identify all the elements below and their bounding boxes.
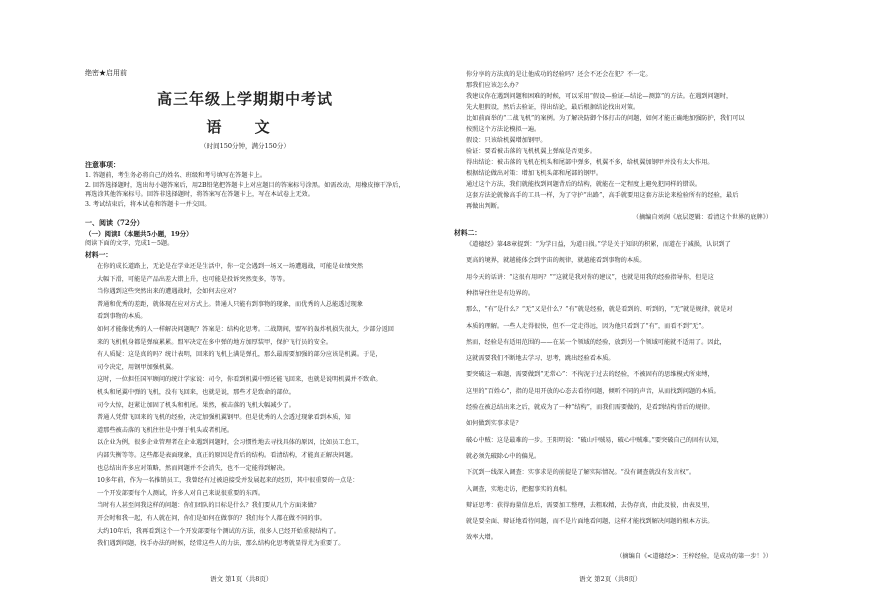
body-line: 机头和尾翼中弹的飞机，没有飞回来，也就是说，那些才是致命的部位。	[97, 389, 295, 396]
body-line: 这就需要我们不断地去学习、思考，跳出经验看本质。	[466, 355, 615, 363]
body-line: 也总结出许多应对策略，然而问题并不会消失，也不一定能得到解决。	[97, 464, 289, 472]
body-line: 在你的成长道路上，无论是在学业还是生活中，你一定会遇到一场又一场遭遇战，可能是业绩突然	[97, 263, 364, 270]
body-line: 下沉到一线深入调查：实事求是的前提是了解实际情况。“没有调查就没有发言权”。	[466, 469, 696, 477]
body-line: 通过这个方法，我们就能找到问题背后的结构，就能在一定程度上避免犯同样的错误。	[466, 181, 702, 188]
body-line: 我建议你在遇到问题和困难的时候，可以采用“假设—验证—结论—测算”的方法。在遇到问题时，	[466, 93, 733, 100]
body-line: 开会时和我一起，有人就在问，你们是如何在做事的？我们每个人都在做不同的事。	[97, 515, 326, 522]
body-line: 道那些被击落的飞机往往是中弹于机头或者机尾。	[97, 426, 234, 434]
body-line: 《道德经》第48章提到：“为学日益，为道日损。”学是关于知识的积累，而道在于减损，认识到了	[466, 241, 731, 248]
instruction-text: 阅读下面的文字，完成1～5题。	[85, 240, 174, 247]
body-line: 司令决定，用钢甲加强机翼。	[97, 363, 178, 371]
subsection-title: （一）阅读Ⅰ（本题共5小题，19分）	[85, 230, 193, 238]
body-line: 验证：要看被击落的飞机机翼上弹痕是否更多。	[466, 148, 596, 155]
body-line: 破心中贼：这是最难的一步。王阳明说：“破山中贼易，破心中贼难。”要突破自己的固有认知，	[466, 436, 723, 444]
body-line: 大约10年后，我再看到这个一个开发部要每个测试的方法，很多人已经开始重视结构了。	[97, 527, 340, 535]
body-line: 那我们应该怎么办？	[466, 82, 522, 89]
notes-title: 注意事项：	[85, 160, 120, 169]
body-line: 按照这个方法论模拟一遍。	[466, 126, 541, 133]
exam-title: 高三年级上学期期中考试	[156, 90, 333, 108]
body-line: 来的飞机机身都是弹痕累累。盟军决定在多中弹的地方加厚装甲，保护飞行员的安全。	[97, 338, 333, 346]
body-line: 司令大惊，赶紧让加固了机头和机尾。果然，被击落的飞机大幅减少了。	[97, 401, 295, 409]
note-item: 3. 考试结束后，将本试卷和答题卡一并交回。	[85, 201, 211, 208]
body-line: 这时，一位担任国军顾问的统计学家说：司令，你看到机翼中弹还能飞回来，也就是说明机翼并不致命。	[97, 376, 382, 384]
body-line: 如何做到实事求是？	[466, 420, 522, 428]
material-label: 材料一：	[85, 251, 113, 259]
body-line: 用今天的话讲：“这很有用吗？”“这就是我对你的建议”，也就是用我的经验指导你，但是这	[466, 273, 714, 281]
page-footer: 语文 第2页（共8页）	[579, 575, 642, 583]
subject-title: 语 文	[206, 118, 284, 136]
body-line: 种指导往往是有边界的。	[466, 289, 535, 297]
body-line: 大幅下滑，可能是产品出差大错上升，也可能是投诉突然变多，等等。	[97, 275, 289, 283]
body-line: 这里的“百姓心”，指的是用开放的心态去看待问题，倾听不同的声音，从而找到问题的本质。	[466, 387, 720, 395]
body-line: 内部失衡等等。这些都是表面现象，真正的原因是背后的结构。看清结构，才能真正解决问题。	[97, 452, 357, 459]
body-line: 本质的理解。一些人走得很快，但不一定走得远，因为他只看到了“有”，而看不到“无”。	[466, 322, 708, 330]
note-item: 1. 答题前，考生务必将自己的姓名、班级和考号填写在答题卡上。	[85, 172, 267, 179]
note-item: 2. 回答选择题时，选出每小题答案后，用2B铅笔把答题卡上对应题目的答案标号涂黑。如需改动，用橡皮擦干净后，再选涂其他答案标号。回答非选择题时，将答案写在答题卡上，写在本试卷上无效。	[85, 182, 405, 198]
body-line: 你分享的方法真的是让他成功的经验吗？还会不还会在犯？不一定。	[466, 71, 652, 78]
body-line: 效率大增。	[466, 534, 497, 542]
material-two-label: 材料二：	[454, 229, 482, 237]
body-line: 再做出判断。	[466, 203, 504, 210]
body-line: 以企业为例，很多企业管理者在企业遇到问题时，会习惯性地去寻找具体的原因，比如员工怠工，	[97, 439, 364, 447]
source-citation-1: （摘编自刘润《底层逻辑：看清这个世界的底牌》）	[632, 214, 772, 221]
body-line: 有人质疑：这是真的吗？统计表明，回来的飞机上满是弹孔，那么最需要加强的部分应该是机翼。于是，	[97, 351, 382, 359]
page-footer: 语文 第1页（共8页）	[210, 575, 273, 583]
source-citation-2: （摘编自《<道德经>：王梓经验，是成功的第一步！》）	[616, 553, 772, 560]
body-line: 辩证思考：获得海量信息后，需要加工整理，去粗取精，去伪存真，由此及彼，由表及里，	[466, 501, 714, 509]
body-line: 普通人凭借飞回来的飞机的经验，决定加强机翼钢甲。但是优秀的人会透过现象看到本质，知	[97, 414, 351, 422]
secret-mark: 绝密★启用前	[85, 69, 127, 77]
body-line: 普通和优秀的差距，就体现在应对方式上。普通人只能有到事物的现象，而优秀的人总能透过现象	[97, 300, 364, 308]
body-line: 当你遇到这些突然出来的遭遇战时，会如何去应对？	[97, 288, 240, 296]
body-line: 先大胆假设，然后去验证，得出结论，最后根据结论找出对策。	[466, 104, 640, 111]
body-line: 经验在被总结出来之后，就成为了一种“结构”，而我们需要做的，是看到结构背后的规律。	[466, 404, 714, 411]
body-line: 10多年前，作为一名推销员工，我曾经有过被迫接受并发展起来的经历，其中很重要的一点是：	[97, 477, 359, 485]
body-line: 那么，“有”是什么？“无”又是什么？“有”就是经验，就是看到的、听到的，“无”就是规律，就是对	[466, 306, 733, 314]
body-line: 就是要全面、辩证地看待问题，而不是片面地看问题，这样才能找到解决问题的根本方法。	[466, 518, 714, 526]
left-column	[85, 0, 405, 615]
right-column	[454, 0, 772, 615]
body-line: 当时有人甚至问我这样的问题：你们团队的目标是什么？我们要从几个方面来做？	[97, 502, 320, 510]
body-line: 如何才能像优秀的人一样解决问题呢？答案是：结构化思考。二战期间，盟军的轰炸机损失很大，少部分返回	[97, 326, 394, 333]
body-line: 这套方法论就像高手的工具一样，为了守护“出路”，高手就要用这套方法论来检验所有的经验，最后	[466, 192, 739, 199]
body-line: 得出结论：被击落的飞机在机头和尾部中弹多，机翼不多，给机翼加钢甲并没有太大作用。	[466, 159, 714, 166]
time-info: （时间150分钟，满分150分）	[200, 142, 290, 150]
body-line: 我们遇到问题，找手办法的时候，经常这些人的力法，那么结构化思考就显得尤为重要了。	[97, 540, 345, 548]
body-line: 更高的境界，就越能体会到宇宙的规律，就越能看到事物的本质。	[466, 257, 646, 265]
body-line: 入调查，实地走访，把握事实的真相。	[466, 485, 572, 493]
body-line: 根据结论做出对策：增加飞机头部和尾部的钢甲。	[466, 170, 603, 177]
body-line: 比如前面举的“二战飞机”的案例。为了解决防御个体打击的问题，如何才能正确地加强防护，我们可以	[466, 115, 745, 122]
body-line: 一个开发部要每个人测试，许多人对自己来说很重要的东西。	[97, 489, 265, 497]
body-line: 就必须先破除心中的偏见。	[466, 452, 541, 460]
body-line: 假设：只该给机翼增加钢甲。	[466, 137, 547, 144]
body-line: 看到事物的本质。	[97, 313, 147, 321]
body-line: 然而，经验是有适用范围的——在某一个领域的经验，放到另一个领域可能就不适用了。因此，	[466, 338, 726, 346]
section-title: 一、阅读（72分）	[85, 218, 144, 227]
body-line: 要突破这一难题，需要做到“无常心”：不拘泥于过去的经验，不被固有的思维模式所束缚，	[466, 371, 714, 379]
